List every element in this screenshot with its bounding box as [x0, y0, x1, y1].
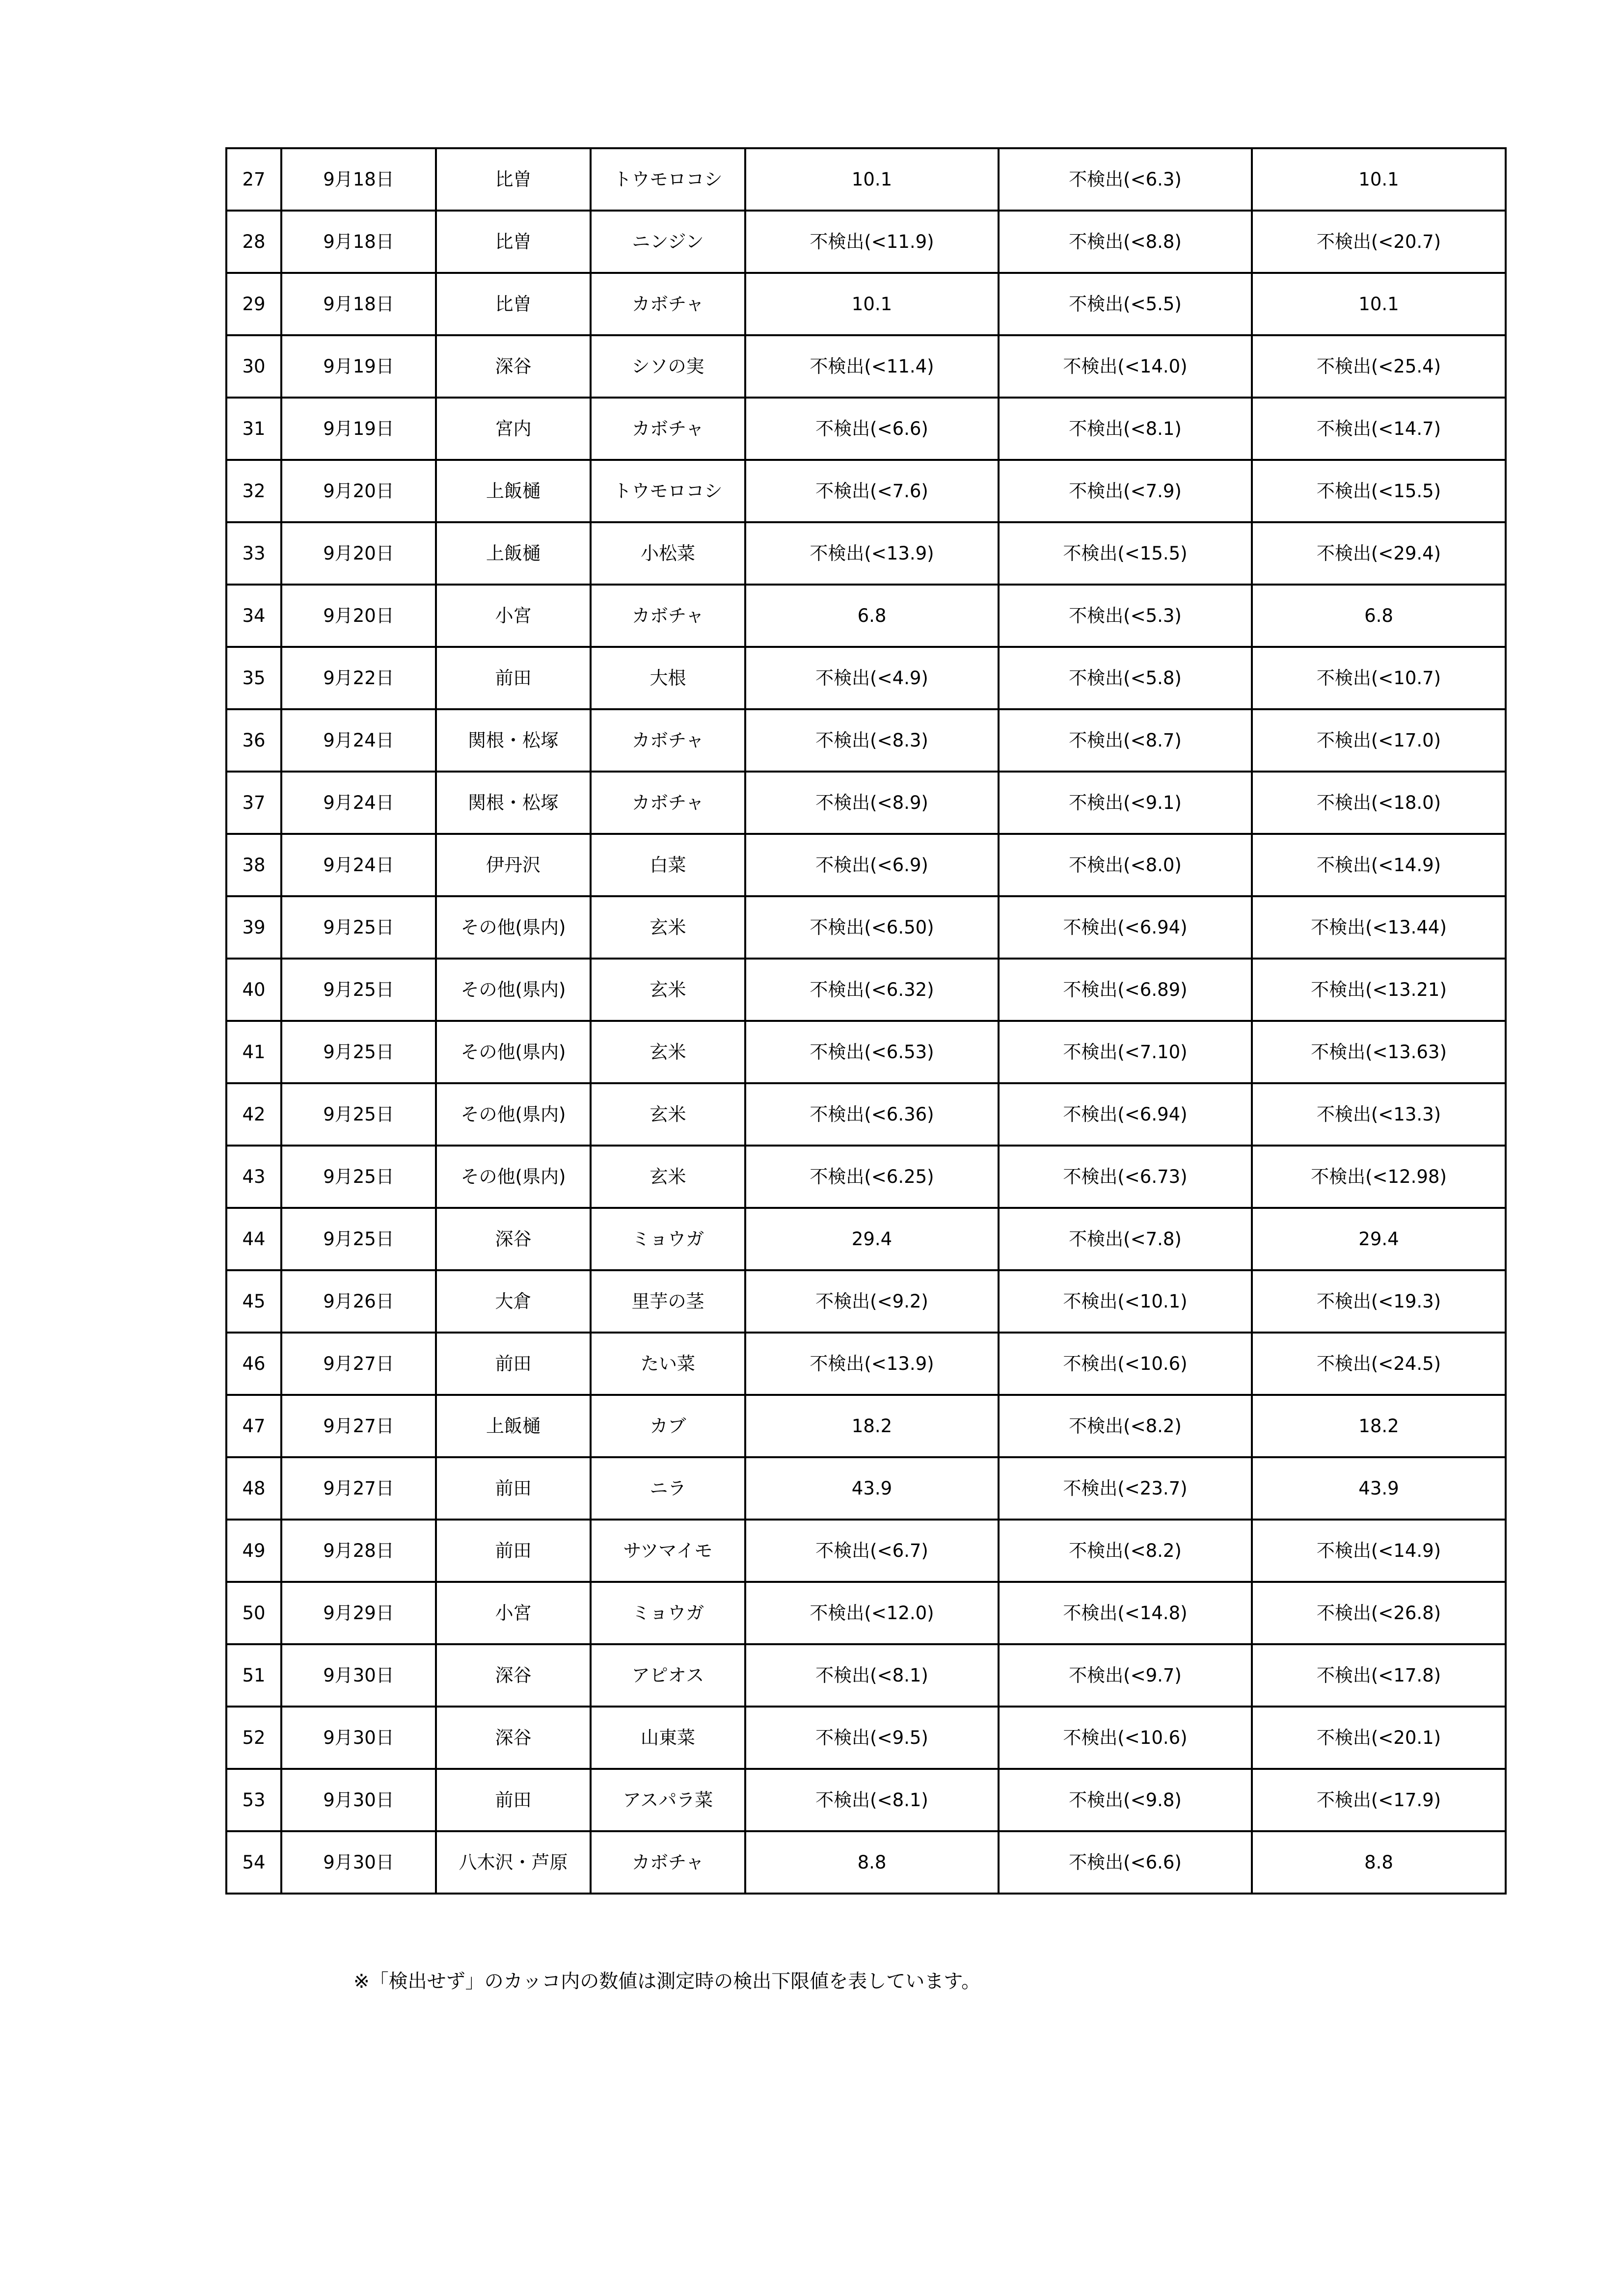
sample-number-cell: 44 [226, 1208, 281, 1270]
total-cell: 8.8 [1252, 1831, 1506, 1894]
sample-number-cell: 29 [226, 273, 281, 335]
value-1-cell: 6.8 [745, 585, 999, 647]
total-cell: 不検出(<29.4) [1252, 522, 1506, 585]
total-cell: 不検出(<26.8) [1252, 1582, 1506, 1644]
date-cell: 9月24日 [281, 834, 436, 896]
total-cell: 不検出(<19.3) [1252, 1270, 1506, 1333]
sample-number-cell: 39 [226, 896, 281, 959]
value-2-cell: 不検出(<6.6) [999, 1831, 1252, 1894]
table-row [226, 460, 1506, 522]
table-row [226, 709, 1506, 772]
item-cell: 大根 [591, 647, 745, 709]
value-2-cell: 不検出(<10.6) [999, 1707, 1252, 1769]
sample-number-cell: 52 [226, 1707, 281, 1769]
value-1-cell: 8.8 [745, 1831, 999, 1894]
area-cell: 小宮 [436, 585, 591, 647]
value-1-cell: 不検出(<12.0) [745, 1582, 999, 1644]
date-cell: 9月22日 [281, 647, 436, 709]
value-1-cell: 不検出(<6.6) [745, 398, 999, 460]
area-cell: その他(県内) [436, 1021, 591, 1083]
total-cell: 不検出(<13.44) [1252, 896, 1506, 959]
area-cell: 関根・松塚 [436, 772, 591, 834]
table-row [226, 273, 1506, 335]
date-cell: 9月25日 [281, 1146, 436, 1208]
area-cell: その他(県内) [436, 1146, 591, 1208]
date-cell: 9月30日 [281, 1707, 436, 1769]
table-row [226, 1769, 1506, 1831]
value-2-cell: 不検出(<9.7) [999, 1644, 1252, 1707]
area-cell: 宮内 [436, 398, 591, 460]
value-1-cell: 不検出(<9.2) [745, 1270, 999, 1333]
sample-number-cell: 49 [226, 1520, 281, 1582]
area-cell: 深谷 [436, 1208, 591, 1270]
table-row [226, 834, 1506, 896]
area-cell: 大倉 [436, 1270, 591, 1333]
value-2-cell: 不検出(<6.3) [999, 148, 1252, 211]
total-cell: 不検出(<14.7) [1252, 398, 1506, 460]
total-cell: 不検出(<17.0) [1252, 709, 1506, 772]
sample-number-cell: 48 [226, 1457, 281, 1520]
item-cell: ミョウガ [591, 1582, 745, 1644]
area-cell: 上飯樋 [436, 522, 591, 585]
sample-number-cell: 45 [226, 1270, 281, 1333]
table-row [226, 1395, 1506, 1457]
date-cell: 9月30日 [281, 1831, 436, 1894]
sample-number-cell: 38 [226, 834, 281, 896]
value-2-cell: 不検出(<6.73) [999, 1146, 1252, 1208]
sample-number-cell: 31 [226, 398, 281, 460]
sample-number-cell: 54 [226, 1831, 281, 1894]
table-row [226, 959, 1506, 1021]
area-cell: 前田 [436, 1520, 591, 1582]
sample-number-cell: 46 [226, 1333, 281, 1395]
value-1-cell: 不検出(<4.9) [745, 647, 999, 709]
value-1-cell: 18.2 [745, 1395, 999, 1457]
value-2-cell: 不検出(<5.5) [999, 273, 1252, 335]
value-2-cell: 不検出(<8.2) [999, 1520, 1252, 1582]
total-cell: 不検出(<18.0) [1252, 772, 1506, 834]
total-cell: 不検出(<12.98) [1252, 1146, 1506, 1208]
total-cell: 6.8 [1252, 585, 1506, 647]
date-cell: 9月29日 [281, 1582, 436, 1644]
value-1-cell: 不検出(<6.32) [745, 959, 999, 1021]
value-2-cell: 不検出(<15.5) [999, 522, 1252, 585]
item-cell: 玄米 [591, 1083, 745, 1146]
date-cell: 9月19日 [281, 398, 436, 460]
sample-number-cell: 41 [226, 1021, 281, 1083]
sample-number-cell: 33 [226, 522, 281, 585]
total-cell: 不検出(<10.7) [1252, 647, 1506, 709]
item-cell: 玄米 [591, 1021, 745, 1083]
area-cell: 上飯樋 [436, 1395, 591, 1457]
item-cell: 玄米 [591, 1146, 745, 1208]
sample-number-cell: 32 [226, 460, 281, 522]
value-2-cell: 不検出(<8.1) [999, 398, 1252, 460]
item-cell: カボチャ [591, 273, 745, 335]
date-cell: 9月25日 [281, 1083, 436, 1146]
total-cell: 10.1 [1252, 273, 1506, 335]
item-cell: カボチャ [591, 398, 745, 460]
total-cell: 18.2 [1252, 1395, 1506, 1457]
value-2-cell: 不検出(<5.3) [999, 585, 1252, 647]
item-cell: ミョウガ [591, 1208, 745, 1270]
date-cell: 9月19日 [281, 335, 436, 398]
date-cell: 9月24日 [281, 772, 436, 834]
table-row [226, 398, 1506, 460]
total-cell: 不検出(<13.21) [1252, 959, 1506, 1021]
value-2-cell: 不検出(<6.94) [999, 1083, 1252, 1146]
date-cell: 9月25日 [281, 959, 436, 1021]
total-cell: 不検出(<24.5) [1252, 1333, 1506, 1395]
value-2-cell: 不検出(<6.94) [999, 896, 1252, 959]
date-cell: 9月27日 [281, 1395, 436, 1457]
value-1-cell: 29.4 [745, 1208, 999, 1270]
total-cell: 不検出(<20.1) [1252, 1707, 1506, 1769]
table-row [226, 1208, 1506, 1270]
total-cell: 不検出(<17.9) [1252, 1769, 1506, 1831]
item-cell: シソの実 [591, 335, 745, 398]
date-cell: 9月27日 [281, 1457, 436, 1520]
value-1-cell: 10.1 [745, 148, 999, 211]
date-cell: 9月25日 [281, 1021, 436, 1083]
value-1-cell: 不検出(<6.7) [745, 1520, 999, 1582]
date-cell: 9月18日 [281, 211, 436, 273]
table-row [226, 211, 1506, 273]
item-cell: カボチャ [591, 772, 745, 834]
item-cell: サツマイモ [591, 1520, 745, 1582]
item-cell: カブ [591, 1395, 745, 1457]
value-2-cell: 不検出(<7.8) [999, 1208, 1252, 1270]
footnote: ※「検出せず」のカッコ内の数値は測定時の検出下限値を表しています。 [353, 1971, 981, 1993]
item-cell: たい菜 [591, 1333, 745, 1395]
area-cell: 関根・松塚 [436, 709, 591, 772]
total-cell: 不検出(<13.63) [1252, 1021, 1506, 1083]
value-2-cell: 不検出(<23.7) [999, 1457, 1252, 1520]
value-2-cell: 不検出(<8.8) [999, 211, 1252, 273]
value-1-cell: 不検出(<8.3) [745, 709, 999, 772]
table-row [226, 335, 1506, 398]
area-cell: 伊丹沢 [436, 834, 591, 896]
item-cell: ニンジン [591, 211, 745, 273]
sample-number-cell: 36 [226, 709, 281, 772]
value-1-cell: 不検出(<6.25) [745, 1146, 999, 1208]
value-2-cell: 不検出(<10.1) [999, 1270, 1252, 1333]
area-cell: 深谷 [436, 1707, 591, 1769]
date-cell: 9月28日 [281, 1520, 436, 1582]
table-row [226, 772, 1506, 834]
value-2-cell: 不検出(<9.1) [999, 772, 1252, 834]
value-2-cell: 不検出(<8.2) [999, 1395, 1252, 1457]
table-row [226, 1457, 1506, 1520]
value-2-cell: 不検出(<14.0) [999, 335, 1252, 398]
table-row [226, 148, 1506, 211]
value-1-cell: 不検出(<6.50) [745, 896, 999, 959]
value-1-cell: 43.9 [745, 1457, 999, 1520]
sample-number-cell: 53 [226, 1769, 281, 1831]
value-1-cell: 不検出(<9.5) [745, 1707, 999, 1769]
value-2-cell: 不検出(<9.8) [999, 1769, 1252, 1831]
item-cell: 山東菜 [591, 1707, 745, 1769]
item-cell: カボチャ [591, 585, 745, 647]
table-row [226, 1831, 1506, 1894]
sample-number-cell: 35 [226, 647, 281, 709]
value-1-cell: 不検出(<11.9) [745, 211, 999, 273]
date-cell: 9月20日 [281, 460, 436, 522]
table-row [226, 585, 1506, 647]
total-cell: 10.1 [1252, 148, 1506, 211]
date-cell: 9月25日 [281, 1208, 436, 1270]
area-cell: 比曽 [436, 273, 591, 335]
sample-number-cell: 28 [226, 211, 281, 273]
date-cell: 9月26日 [281, 1270, 436, 1333]
item-cell: 小松菜 [591, 522, 745, 585]
date-cell: 9月20日 [281, 585, 436, 647]
table-row [226, 1270, 1506, 1333]
table-row [226, 1582, 1506, 1644]
value-2-cell: 不検出(<7.10) [999, 1021, 1252, 1083]
value-1-cell: 不検出(<6.36) [745, 1083, 999, 1146]
date-cell: 9月30日 [281, 1769, 436, 1831]
date-cell: 9月27日 [281, 1333, 436, 1395]
area-cell: 前田 [436, 1333, 591, 1395]
total-cell: 不検出(<15.5) [1252, 460, 1506, 522]
total-cell: 29.4 [1252, 1208, 1506, 1270]
date-cell: 9月25日 [281, 896, 436, 959]
area-cell: 上飯樋 [436, 460, 591, 522]
value-2-cell: 不検出(<7.9) [999, 460, 1252, 522]
item-cell: トウモロコシ [591, 148, 745, 211]
area-cell: 八木沢・芦原 [436, 1831, 591, 1894]
table-row [226, 1021, 1506, 1083]
total-cell: 43.9 [1252, 1457, 1506, 1520]
date-cell: 9月30日 [281, 1644, 436, 1707]
value-2-cell: 不検出(<8.7) [999, 709, 1252, 772]
item-cell: カボチャ [591, 1831, 745, 1894]
sample-number-cell: 37 [226, 772, 281, 834]
area-cell: 前田 [436, 647, 591, 709]
total-cell: 不検出(<13.3) [1252, 1083, 1506, 1146]
total-cell: 不検出(<25.4) [1252, 335, 1506, 398]
area-cell: 比曽 [436, 148, 591, 211]
sample-number-cell: 51 [226, 1644, 281, 1707]
value-1-cell: 不検出(<8.1) [745, 1769, 999, 1831]
table-row [226, 1520, 1506, 1582]
value-1-cell: 不検出(<11.4) [745, 335, 999, 398]
item-cell: アスパラ菜 [591, 1769, 745, 1831]
value-1-cell: 不検出(<7.6) [745, 460, 999, 522]
item-cell: 里芋の茎 [591, 1270, 745, 1333]
value-1-cell: 不検出(<6.53) [745, 1021, 999, 1083]
results-table [225, 147, 1507, 1895]
area-cell: 比曽 [436, 211, 591, 273]
area-cell: その他(県内) [436, 896, 591, 959]
area-cell: 前田 [436, 1769, 591, 1831]
date-cell: 9月20日 [281, 522, 436, 585]
item-cell: 白菜 [591, 834, 745, 896]
item-cell: カボチャ [591, 709, 745, 772]
sample-number-cell: 43 [226, 1146, 281, 1208]
table-row [226, 647, 1506, 709]
sample-number-cell: 27 [226, 148, 281, 211]
area-cell: その他(県内) [436, 1083, 591, 1146]
value-2-cell: 不検出(<6.89) [999, 959, 1252, 1021]
sample-number-cell: 34 [226, 585, 281, 647]
table-row [226, 1707, 1506, 1769]
table-row [226, 1146, 1506, 1208]
table-row [226, 1644, 1506, 1707]
value-1-cell: 不検出(<6.9) [745, 834, 999, 896]
value-1-cell: 10.1 [745, 273, 999, 335]
sample-number-cell: 47 [226, 1395, 281, 1457]
total-cell: 不検出(<17.8) [1252, 1644, 1506, 1707]
item-cell: アピオス [591, 1644, 745, 1707]
date-cell: 9月18日 [281, 273, 436, 335]
area-cell: 深谷 [436, 335, 591, 398]
total-cell: 不検出(<20.7) [1252, 211, 1506, 273]
area-cell: 深谷 [436, 1644, 591, 1707]
table-row [226, 522, 1506, 585]
date-cell: 9月24日 [281, 709, 436, 772]
table-row [226, 896, 1506, 959]
item-cell: 玄米 [591, 896, 745, 959]
value-1-cell: 不検出(<13.9) [745, 522, 999, 585]
sample-number-cell: 30 [226, 335, 281, 398]
total-cell: 不検出(<14.9) [1252, 1520, 1506, 1582]
area-cell: その他(県内) [436, 959, 591, 1021]
value-2-cell: 不検出(<10.6) [999, 1333, 1252, 1395]
total-cell: 不検出(<14.9) [1252, 834, 1506, 896]
value-2-cell: 不検出(<5.8) [999, 647, 1252, 709]
sample-number-cell: 50 [226, 1582, 281, 1644]
date-cell: 9月18日 [281, 148, 436, 211]
area-cell: 前田 [436, 1457, 591, 1520]
sample-number-cell: 42 [226, 1083, 281, 1146]
value-2-cell: 不検出(<8.0) [999, 834, 1252, 896]
table-row [226, 1083, 1506, 1146]
item-cell: ニラ [591, 1457, 745, 1520]
value-1-cell: 不検出(<8.9) [745, 772, 999, 834]
table-body [226, 148, 1506, 1894]
value-2-cell: 不検出(<14.8) [999, 1582, 1252, 1644]
sample-number-cell: 40 [226, 959, 281, 1021]
value-1-cell: 不検出(<13.9) [745, 1333, 999, 1395]
value-1-cell: 不検出(<8.1) [745, 1644, 999, 1707]
item-cell: トウモロコシ [591, 460, 745, 522]
table-row [226, 1333, 1506, 1395]
item-cell: 玄米 [591, 959, 745, 1021]
area-cell: 小宮 [436, 1582, 591, 1644]
